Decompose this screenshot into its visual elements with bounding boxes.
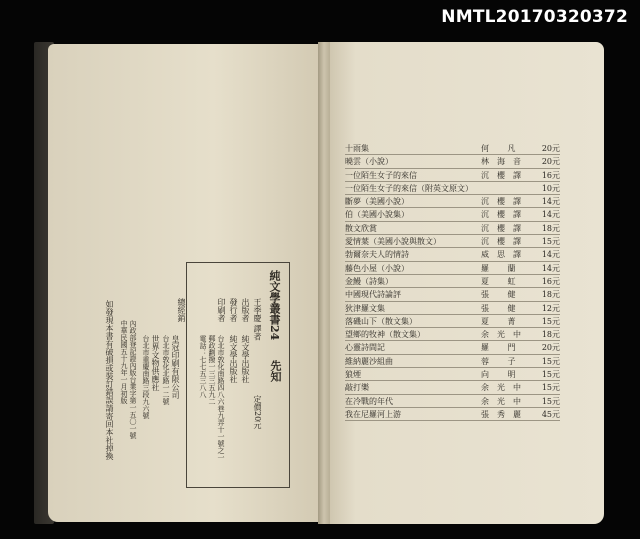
book-title-cell: 狼煙 <box>345 370 361 380</box>
book-list-row <box>345 381 560 394</box>
book-price-cell: 15元 <box>541 356 560 366</box>
book-price-cell: 15元 <box>541 383 560 393</box>
book-author-cell: 夏 菁 <box>481 316 524 326</box>
distributor-label: 總經銷 <box>177 298 186 322</box>
book-price-cell: 20元 <box>541 157 560 167</box>
book-price-cell: 15元 <box>541 370 560 380</box>
book-list-row <box>345 368 560 381</box>
book-price-cell: 14元 <box>541 210 560 220</box>
book-author-cell: 向 明 <box>481 370 524 380</box>
book-author-cell: 余光中 <box>481 383 529 393</box>
book-title: 先知 <box>269 360 282 382</box>
book-list-row <box>345 262 560 275</box>
book-price-cell: 20元 <box>541 343 560 353</box>
book-price-cell: 15元 <box>541 316 560 326</box>
book-author-cell: 余光中 <box>481 330 529 340</box>
book-author-cell: 威思譯 <box>481 250 529 260</box>
book-list-row <box>345 248 560 261</box>
phone-line: 電話：七七五三八八 <box>199 335 207 398</box>
publisher-book-list <box>345 142 560 421</box>
price-line: 定價20元 <box>253 395 262 430</box>
book-price-cell: 14元 <box>541 263 560 273</box>
book-price-cell: 12元 <box>541 303 560 313</box>
registration-number: 內政部登記證內版台業字第一五〇一號 <box>129 320 137 439</box>
book-title-cell: 落磯山下（散文集） <box>345 316 417 326</box>
book-title-cell: 散文欣賞 <box>345 223 377 233</box>
book-price-cell: 18元 <box>541 330 560 340</box>
book-list-row <box>345 315 560 328</box>
series-title: 純文學叢書24 <box>268 270 281 341</box>
book-author-cell: 夏 虹 <box>481 276 524 286</box>
book-title-cell: 中國現代詩論評 <box>345 290 401 300</box>
book-list-row <box>345 288 560 301</box>
book-price-cell: 14元 <box>541 250 560 260</box>
book-title-cell: 愛情葉（美國小說與散文） <box>345 237 441 247</box>
book-price-cell: 45元 <box>541 409 560 419</box>
book-price-cell: 18元 <box>541 223 560 233</box>
book-author-cell: 林海音 <box>481 157 529 167</box>
book-title-cell: 十雨集 <box>345 144 369 153</box>
edition-date: 中華民國五十九年一月初版 <box>120 320 128 404</box>
book-title-cell: 我在尼羅河上游 <box>345 409 401 419</box>
book-title-cell: 敲打樂 <box>345 383 369 393</box>
book-author-cell: 張 健 <box>481 290 524 300</box>
book-title-cell: 金鰻（詩集） <box>345 276 393 286</box>
book-list-row <box>345 235 560 248</box>
book-title-cell: 一位陌生女子的來信（附英文原文） <box>345 183 473 193</box>
book-list-row <box>345 341 560 354</box>
publisher-label: 出版者 <box>241 298 250 322</box>
book-list-row <box>345 169 560 182</box>
book-price-cell: 14元 <box>541 197 560 207</box>
book-title-cell: 狄津羅文集 <box>345 303 385 313</box>
publisher-address: 台北市敦化南路四八六巷九弄十一號之一 <box>217 335 225 461</box>
book-title-cell: 伯（美國小說集） <box>345 210 409 220</box>
distributor-address: 台北市重慶南路三段九六號 <box>142 335 150 419</box>
book-title-cell: 在冷戰的年代 <box>345 396 393 406</box>
book-title-cell: 曉雲（小說） <box>345 157 393 167</box>
book-list-row <box>345 408 560 421</box>
book-author-cell: 張秀麗 <box>481 409 529 419</box>
book-price-cell: 18元 <box>541 290 560 300</box>
book-price-cell: 15元 <box>541 396 560 406</box>
issuer-label: 發行者 <box>229 298 238 322</box>
book-author-cell: 沉櫻譯 <box>481 197 529 207</box>
book-author-cell: 何 凡 <box>481 144 524 153</box>
printer-name: 皇冠印刷有限公司 <box>171 335 180 399</box>
book-price-cell: 15元 <box>541 237 560 247</box>
book-list-row <box>345 208 560 221</box>
book-title-cell: 一位陌生女子的來信 <box>345 170 417 180</box>
book-author-cell: 蓉 子 <box>481 356 524 366</box>
printer-label: 印刷者 <box>217 298 226 322</box>
distributor-name: 世界文物供應社 <box>151 335 160 391</box>
book-list-row <box>345 142 560 155</box>
book-author-cell: 張 健 <box>481 303 524 313</box>
book-price-cell: 16元 <box>541 276 560 286</box>
book-title-cell: 藤色小屋（小說） <box>345 263 409 273</box>
book-title-cell: 望鄉的牧神（散文集） <box>345 330 425 340</box>
postal-account: 郵政劃撥一三三五九二 <box>208 335 216 405</box>
book-list-row <box>345 222 560 235</box>
translator-line: 王季慶 譯者 <box>253 298 262 341</box>
book-author-cell: 沉櫻譯 <box>481 237 529 247</box>
book-title-cell: 勃爾奈夫人的情詩 <box>345 250 409 260</box>
book-author-cell: 羅 門 <box>481 343 524 353</box>
book-spine-gutter <box>318 42 330 524</box>
issuer-name: 純文學出版社 <box>229 335 238 383</box>
book-title-cell: 維納麗沙組曲 <box>345 356 393 366</box>
archive-id-label: NMTL20170320372 <box>441 7 628 27</box>
publisher-name: 純文學出版社 <box>241 335 250 383</box>
book-title-cell: 心靈詩間記 <box>345 343 385 353</box>
replacement-notice: 如發現本書有破損或裝訂錯誤請寄回本社掉換 <box>105 300 114 460</box>
book-list-row <box>345 328 560 341</box>
book-list-row <box>345 182 560 195</box>
book-author-cell: 羅 蘭 <box>481 263 524 273</box>
book-price-cell: 16元 <box>541 170 560 180</box>
book-title-cell: 斷夢（美國小說） <box>345 197 409 207</box>
book-author-cell: 沉櫻譯 <box>481 210 529 220</box>
book-author-cell: 余光中 <box>481 396 529 406</box>
book-list-row <box>345 155 560 168</box>
book-list-row <box>345 275 560 288</box>
book-list-row <box>345 302 560 315</box>
book-list-row <box>345 355 560 368</box>
book-author-cell: 沉櫻譯 <box>481 170 529 180</box>
book-author-cell: 沉櫻譯 <box>481 223 529 233</box>
book-price-cell: 10元 <box>541 183 560 193</box>
printer-address: 台北市敦化北路一二號 <box>162 335 170 405</box>
book-price-cell: 20元 <box>541 144 560 153</box>
book-list-row <box>345 395 560 408</box>
book-list-row <box>345 195 560 208</box>
